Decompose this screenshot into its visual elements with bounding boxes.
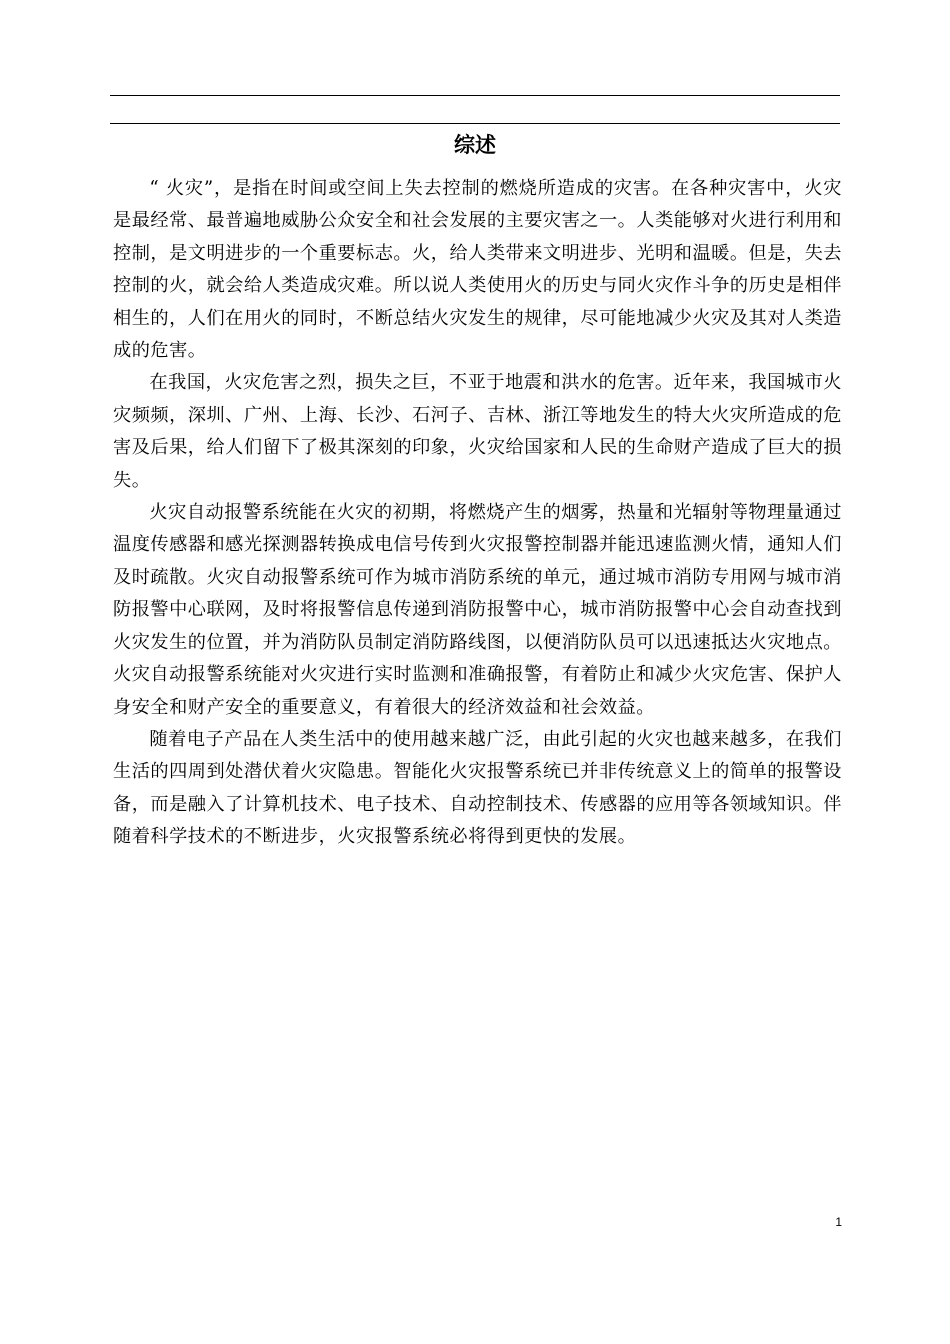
paragraph-1: “ 火灾”，是指在时间或空间上失去控制的燃烧所造成的灾害。在各种灾害中，火灾是最经常、最普遍地威胁公众安全和社会发展的主要灾害之一。人类能够对火进行利用和控制，是文明进步的一个重要标志。火，给人类带来文明进步、光明和温暖。但是，失去控制的火，就会给人类造成灾难。所以说人类使用火的历史与同火灾作斗争的历史是相伴相生的，人们在用火的同时，不断总结火灾发生的规律，尽可能地减少火灾及其对人类造成的危害。: [113, 178, 842, 362]
page-number: 1: [835, 1215, 842, 1229]
paragraph-2: 在我国，火灾危害之烈，损失之巨，不亚于地震和洪水的危害。近年来，我国城市火灾频频，深圳、广州、上海、长沙、石河子、吉林、浙江等地发生的特大火灾所造成的危害及后果，给人们留下了极其深刻的印象，火灾给国家和人民的生命财产造成了巨大的损失。: [113, 372, 842, 491]
paragraph-3: 火灾自动报警系统能在火灾的初期，将燃烧产生的烟雾，热量和光辐射等物理量通过温度传感器和感光探测器转换成电信号传到火灾报警控制器并能迅速监测火情，通知人们及时疏散。火灾自动报警系统可作为城市消防系统的单元，通过城市消防专用网与城市消防报警中心联网，及时将报警信息传递到消防报警中心，城市消防报警中心会自动查找到火灾发生的位置，并为消防队员制定消防路线图，以便消防队员可以迅速抵达火灾地点。火灾自动报警系统能对火灾进行实时监测和准确报警，有着防止和减少火灾危害、保护人身安全和财产安全的重要意义，有着很大的经济效益和社会效益。: [113, 502, 842, 718]
paragraph-4: 随着电子产品在人类生活中的使用越来越广泛，由此引起的火灾也越来越多，在我们生活的四周到处潜伏着火灾隐患。智能化火灾报警系统已并非传统意义上的简单的报警设备，而是融入了计算机技术、电子技术、自动控制技术、传感器的应用等各领域知识。伴随着科学技术的不断进步，火灾报警系统必将得到更快的发展。: [113, 728, 842, 848]
body-text: [113, 173, 842, 854]
header-rule-top: [110, 95, 840, 96]
page-title: 综述: [454, 133, 496, 157]
header-rule-bottom: [110, 123, 840, 124]
